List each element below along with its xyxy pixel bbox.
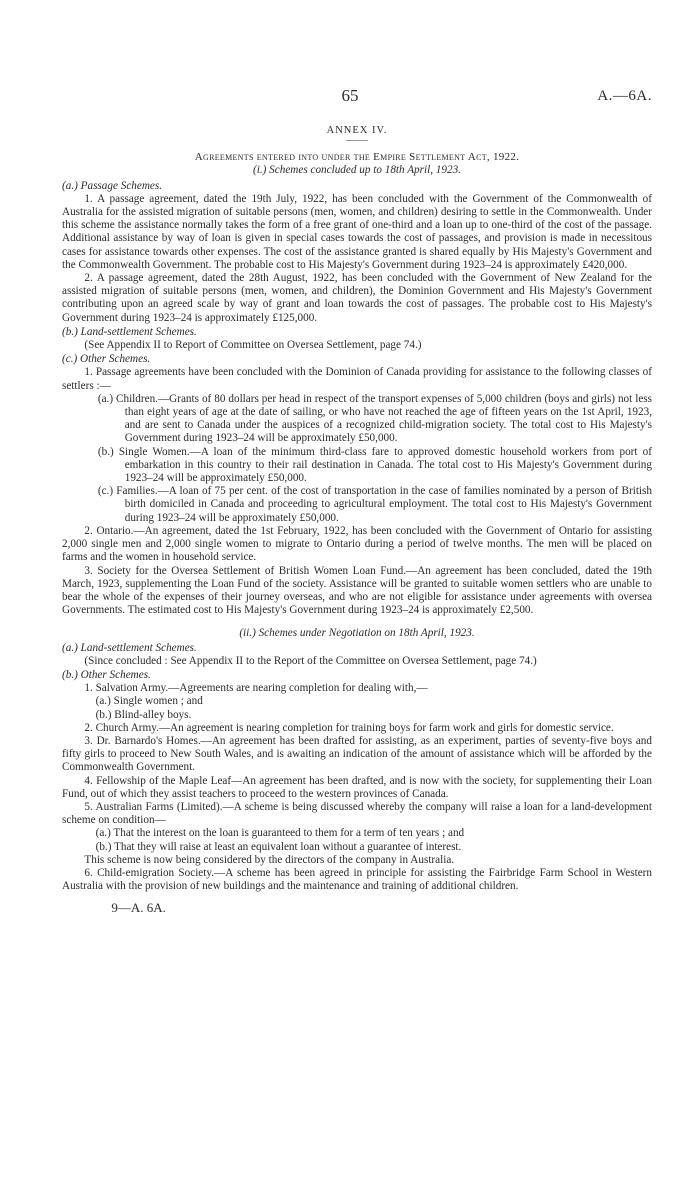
paragraph: 5. Australian Farms (Limited).—A scheme is being discussed whereby the company will raise a loan for a land-development scheme on condition— (62, 800, 652, 827)
divider (346, 140, 368, 141)
paragraph: 2. Ontario.—An agreement, dated the 1st February, 1922, has been concluded with the Government of Ontario for assisting 2,000 single men and 2,000 single women to migrate to Ontario during a period of twelve months. The men will be placed on farms and the women in household service. (62, 524, 652, 564)
other-schemes-heading: (c.) Other Schemes. (62, 353, 151, 366)
other-schemes-heading-2: (b.) Other Schemes. (62, 668, 151, 681)
paragraph: 1. Passage agreements have been concluded with the Dominion of Canada providing for assistance to the following classes of settlers :— (62, 366, 652, 392)
list-item: (b.) Single Women.—A loan of the minimum third-class fare to approved domestic household workers from port of embarkation in this country to their rail destination in Canada. The total cost to His Majesty's Government during 1923–24 will be approximately £50,000. (97, 445, 652, 485)
page-signature: 9—A. 6A. (111, 900, 166, 916)
section-ii-heading: (ii.) Schemes under Negotiation on 18th April, 1923. (239, 627, 475, 640)
list-item: (a.) Single women ; and (95, 695, 203, 708)
paragraph: (Since concluded : See Appendix II to the Report of the Committee on Oversea Settlement, page 74.) (84, 654, 537, 667)
document-body (62, 124, 652, 915)
paragraph: 3. Society for the Oversea Settlement of British Women Loan Fund.—An agreement has been concluded, dated the 19th March, 1923, supplementing the Loan Fund of the society. Assistance will be granted to suitable women settlers who are unable to bear the whole of the expenses of their journey overseas, and who are not eligible for assistance under agreements with oversea Governments. The estimated cost to His Majesty's Government during 1923–24 is approximately £2,500. (62, 564, 652, 617)
section-i-heading: (i.) Schemes concluded up to 18th April, 1923. (253, 164, 461, 177)
paragraph: 1. Salvation Army.—Agreements are nearing completion for dealing with,— (84, 682, 428, 695)
paragraph: (See Appendix II to Report of Committee on Oversea Settlement, page 74.) (84, 339, 422, 352)
paragraph: 2. Church Army.—An agreement is nearing completion for training boys for farm work and girls for domestic service. (84, 721, 614, 734)
list-item: (a.) That the interest on the loan is guaranteed to them for a term of ten years ; and (95, 827, 465, 840)
page-number: 65 (341, 86, 359, 105)
list-item: (b.) Blind-alley boys. (95, 708, 192, 721)
paragraph: 1. A passage agreement, dated the 19th July, 1922, has been concluded with the Government of the Commonwealth of Australia for the assisted migration of suitable persons (men, women, and children) desiring to settle in the Commonwealth. Under this scheme the assistance normally takes the form of a free grant of one-third and a loan up to one-third of the cost of the passage. Additional assistance by way of loan is given in special cases towards the cost of passages, and provision is made in necessitous cases for assistance towards other expenses. The cost of the assistance granted is shared equally by His Majesty's Government and the Commonwealth Government. The probable cost to His Majesty's Government during 1923–24 is approximately £420,000. (62, 192, 652, 271)
document-reference: A.—6A. (597, 88, 652, 104)
paragraph: 6. Child-emigration Society.—A scheme has been agreed in principle for assisting the Fairbridge Farm School in Western Australia with the provision of new buildings and the maintenance and training of additional children. (62, 866, 652, 893)
land-settlement-heading-2: (a.) Land-settlement Schemes. (62, 641, 197, 654)
annex-label: ANNEX IV. (326, 125, 388, 136)
paragraph: 4. Fellowship of the Maple Leaf—An agreement has been drafted, and is now with the society, for supplementing their Loan Fund, out of which they assist teachers to proceed to the western provinces of Canada. (62, 774, 652, 800)
paragraph: 2. A passage agreement, dated the 28th August, 1922, has been concluded with the Government of New Zealand for the assisted migration of suitable persons (men, women, and children), the Dominion Government and His Majesty's Government contributing upon an agreed scale by way of grant and loan towards the cost of passages. The probable cost to His Majesty's Government during 1923–24 is approximately £125,000. (62, 272, 652, 324)
paragraph: 3. Dr. Barnardo's Homes.—An agreement has been drafted for assisting, as an experiment, parties of seventy-five boys and fifty girls to proceed to New South Wales, and is awaiting an indication of the amount of assistance which will be afforded by the Commonwealth Government. (62, 734, 652, 774)
land-settlement-heading: (b.) Land-settlement Schemes. (62, 325, 197, 338)
list-item: (c.) Families.—A loan of 75 per cent. of the cost of transportation in the case of families nominated by a person of British birth domiciled in Canada and proceeding to agricultural employment. The total cost to His Majesty's Government during 1923–24 will be approximately £50,000. (97, 485, 652, 524)
list-item: (a.) Children.—Grants of 80 dollars per head in respect of the transport expenses of 5,000 children (boys and girls) not less than eight years of age at the date of sailing, or who have not reached the age of fifteen years on the 1st April, 1923, and are sent to Canada under the auspices of a recognized child-migration society. The total cost to His Majesty's Government during 1923–24 will be approximately £50,000. (97, 392, 652, 445)
paragraph: This scheme is now being considered by the directors of the company in Australia. (84, 853, 455, 866)
passage-schemes-heading: (a.) Passage Schemes. (62, 179, 163, 192)
list-item: (b.) That they will raise at least an equivalent loan without a guarantee of interest. (95, 840, 462, 853)
document-title: Agreements entered into under the Empire Settlement Act, 1922. (194, 151, 520, 164)
